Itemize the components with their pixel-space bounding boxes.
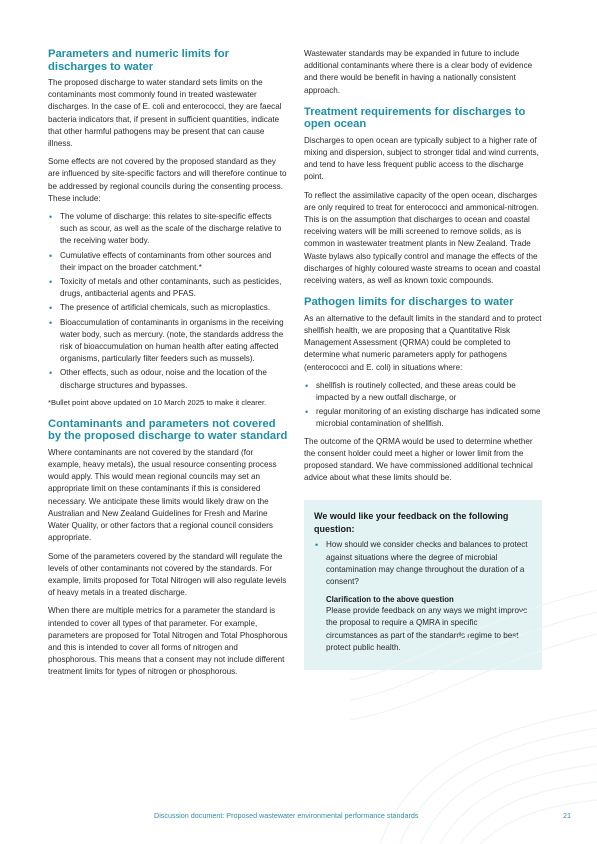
bullet-icon: •: [305, 407, 309, 418]
list-item: • The volume of discharge: this relates to site-specific effects such as scour, as well as the scale of the discharge relative to the receiving water body.: [49, 212, 282, 246]
paragraph: Some of the parameters covered by the standard will regulate the levels of other contaminants not covered by the standards. For example, limits proposed for Total Nitrogen will also regulate levels of heavy metals in a treated discharge.: [48, 551, 287, 598]
paragraph: Where contaminants are not covered by the standard (for example, heavy metals), the usual resource consenting process would apply. This would mean regional councils may set an appropriate limit on these contaminants if this is considered necessary. We anticipate these limits would likely draw on the Australian and New Zealand Guidelines for Fresh and Marine Water Quality, or other factors that a regional council considers appropriate.: [48, 447, 277, 543]
heading-parameters-limits: Parameters and numeric limits for discharges to water: [48, 48, 229, 73]
list-item: • Other effects, such as odour, noise and the location of the discharge structures and bypasses.: [49, 368, 267, 390]
paragraph: To reflect the assimilative capacity of the open ocean, discharges are only required to treat for enterococci and ammonical-nitrogen. This is on the assumption that discharges to ocean and coastal receiving waters will be milli screened to remove solids, as is common in wastewater treatment plants in New Zealand. Trade Waste bylaws also typically control and manage the effects of the discharges of highly coloured waste streams to ocean and coastal receiving waters, as well as known toxic compounds.: [304, 190, 541, 286]
paragraph: Some effects are not covered by the proposed standard as they are influenced by site-specific factors and will therefore continue to be addressed by regional councils during the consenting process. These include:: [48, 157, 287, 203]
heading-pathogen-limits: Pathogen limits for discharges to water: [304, 296, 514, 309]
feedback-question: • How should we consider checks and balances to protect against situations where the degree of microbial contamination may change throughout the duration of a consent?: [315, 540, 528, 586]
list-item: • The presence of artificial chemicals, such as microplastics.: [49, 303, 271, 314]
effects-list: [48, 211, 288, 392]
list-item: • Cumulative effects of contaminants from other sources and their impact on the broader catchment.*: [49, 250, 272, 272]
list-item: • Bioaccumulation of contaminants in organisms in the receiving water body, such as mercury. (note, the standards address the risk of bioaccumulation on human health after eating affected organisms, particularly filter feeders such as mussels).: [49, 317, 284, 364]
paragraph: Discharges to open ocean are typically subject to a higher rate of mixing and dispersion, subject to stronger tidal and wind currents, and tend to have less frequent public access to the discharge point.: [304, 135, 539, 182]
bullet-icon: •: [49, 368, 53, 379]
bullet-icon: •: [49, 250, 53, 261]
footer-document-title: Discussion document: Proposed wastewater environmental performance standards: [154, 811, 419, 820]
bullet-icon: •: [49, 317, 53, 328]
paragraph: The proposed discharge to water standard sets limits on the contaminants most commonly found in treated wastewater discharges. In the case of E. coli and enterococci, they are faecal bacteria indicators that, if present in sufficient quantities, indicate that other harmful pathogens may be present that can cause illness.: [48, 78, 282, 149]
heading-contaminants-not-covered: Contaminants and parameters not covered by the proposed discharge to water standard: [48, 417, 288, 443]
list-item: • shellfish is routinely collected, and these areas could be impacted by a new outfall discharge, or: [305, 380, 516, 402]
page-number: 21: [563, 811, 571, 820]
right-column: [304, 48, 542, 670]
list-item: • Toxicity of metals and other contaminants, such as pesticides, drugs, antibacterial agents and PFAS.: [49, 277, 282, 299]
clarification-heading: Clarification to the above question: [326, 595, 454, 605]
bullet-icon: •: [315, 540, 319, 551]
clarification-text: Please provide feedback on any ways we might improve the proposal to require a QMRA in specific circumstances as part of the standards regime to best protect public health.: [326, 606, 528, 652]
qrma-conditions-list: [304, 380, 542, 431]
paragraph: When there are multiple metrics for a parameter the standard is intended to cover all types of that parameter. For example, parameters are proposed for Total Nitrogen and Total Phosphorous and this is intended to cover all forms of nitrogen and phosphorous. This means that a consent may not include different treatment limits for types of nitrogen or phosphorous.: [48, 606, 288, 677]
heading-open-ocean: Treatment requirements for discharges to open ocean: [304, 105, 526, 131]
feedback-question-list: [314, 539, 531, 588]
bullet-icon: •: [305, 380, 309, 391]
list-item: • regular monitoring of an existing discharge has indicated some microbial contamination of shellfish.: [305, 407, 541, 429]
left-column: [48, 48, 288, 685]
feedback-box: [304, 500, 542, 670]
paragraph: As an alternative to the default limits in the standard and to protect shellfish health, we are proposing that a Quantitative Risk Management Assessment (QRMA) could be completed to determine what numeric parameters apply for pathogens (enterococci and E. coli) in situations where:: [304, 313, 542, 372]
bullet-icon: •: [49, 277, 53, 288]
update-note: *Bullet point above updated on 10 March 2025 to make it clearer.: [48, 397, 267, 407]
feedback-heading: We would like your feedback on the following question:: [314, 511, 509, 534]
bullet-icon: •: [49, 212, 53, 223]
bullet-icon: •: [49, 303, 53, 314]
paragraph: Wastewater standards may be expanded in future to include additional contaminants where there is a clear body of evidence and there would be benefit in having a nationally consistent approach.: [304, 49, 533, 95]
paragraph: The outcome of the QRMA would be used to determine whether the consent holder could meet a higher or lower limit from the proposed standard. We have commissioned additional technical advice about what these limits should be.: [304, 436, 533, 483]
